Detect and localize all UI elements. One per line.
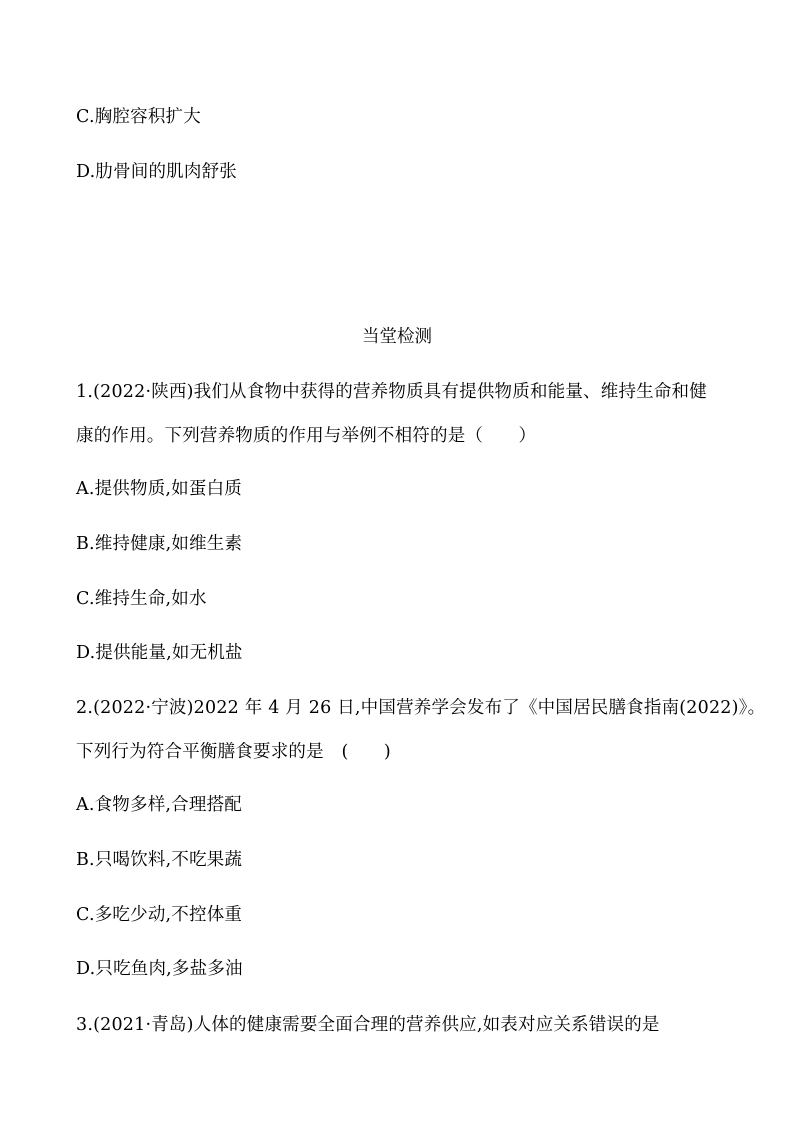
option-text: B.只喝饮料,不吃果蔬 xyxy=(76,850,243,870)
option-text: C.胸腔容积扩大 xyxy=(76,107,201,127)
question-stem: 下列行为符合平衡膳食要求的是 ( ) xyxy=(76,742,391,762)
option-text: D.只吃鱼肉,多盐多油 xyxy=(76,959,243,979)
question-stem: 1.(2022·陕西)我们从食物中获得的营养物质具有提供物质和能量、维持生命和健 xyxy=(76,382,707,402)
option-text: C.维持生命,如水 xyxy=(76,589,207,609)
option-text: A.提供物质,如蛋白质 xyxy=(76,479,242,499)
option-text: D.肋骨间的肌肉舒张 xyxy=(76,162,237,182)
section-title: 当堂检测 xyxy=(362,327,432,347)
option-text: B.维持健康,如维生素 xyxy=(76,534,243,554)
option-text: A.食物多样,合理搭配 xyxy=(76,795,242,815)
question-stem: 康的作用。下列营养物质的作用与举例不相符的是（ ） xyxy=(76,426,537,446)
option-text: D.提供能量,如无机盐 xyxy=(76,643,243,663)
question-stem: 3.(2021·青岛)人体的健康需要全面合理的营养供应,如表对应关系错误的是 xyxy=(76,1015,660,1035)
option-text: C.多吃少动,不控体重 xyxy=(76,905,243,925)
question-stem: 2.(2022·宁波)2022 年 4 月 26 日,中国营养学会发布了《中国居民膳食指南(2022)》。 xyxy=(76,698,766,718)
